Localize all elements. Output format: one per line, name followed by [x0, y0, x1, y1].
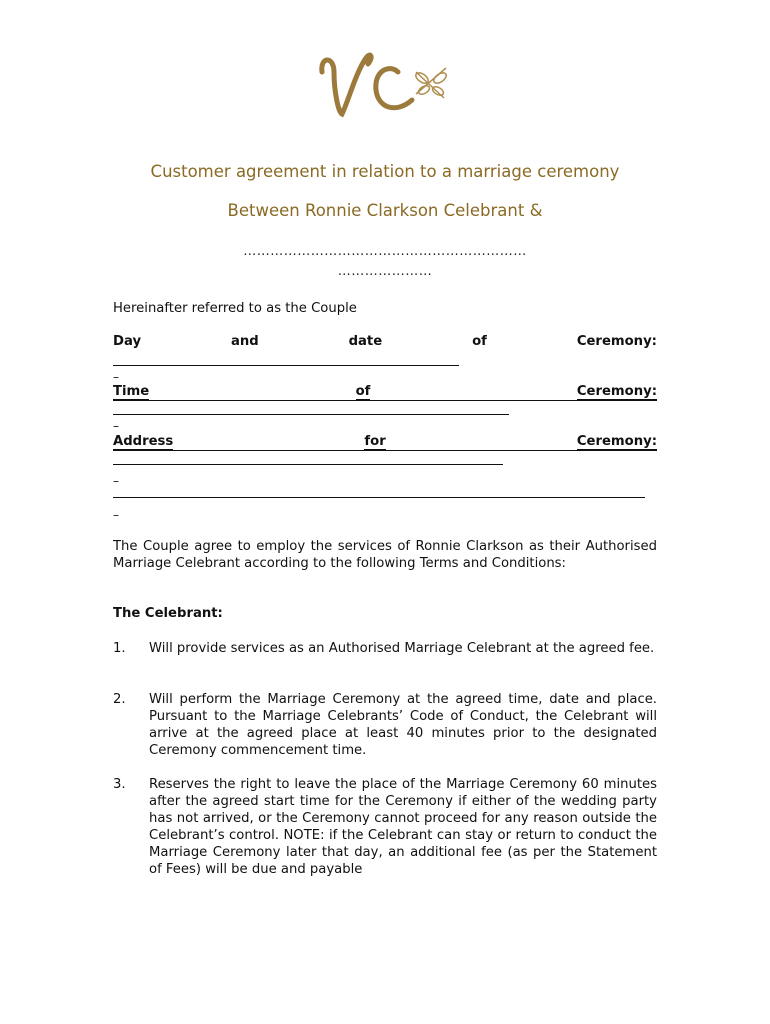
address-fill-line-1	[113, 464, 503, 465]
field-word: Day	[113, 334, 142, 349]
list-item-number: 1.	[113, 641, 126, 656]
document-subtitle: Between Ronnie Clarkson Celebrant &	[227, 201, 543, 220]
dash-mark: –	[113, 474, 119, 488]
field-address-label	[113, 434, 657, 451]
field-word: date	[348, 334, 383, 349]
referred-to-text: Hereinafter referred to as the Couple	[113, 301, 357, 316]
couple-name-blank-line-1: ………………………………………………………	[243, 244, 527, 259]
couple-name-blank-line-2: …………………	[337, 264, 433, 279]
time-fill-line	[113, 414, 509, 415]
field-word: Ceremony:	[576, 334, 657, 349]
dash-mark: –	[113, 508, 119, 522]
agreement-intro-paragraph: The Couple agree to employ the services of Ronnie Clarkson as their Authorised Marriage Celebrant according to the following Terms and Conditions:	[113, 539, 657, 571]
field-word: Address	[113, 434, 174, 449]
list-item-text: Reserves the right to leave the place of the Marriage Ceremony 60 minutes after the agreed start time for the Ceremony if either of the wedding party has not arrived, or the Ceremony cannot proceed for any reason outside the Celebrant’s control. NOTE: if the Celebrant can stay or return to conduct the Marriage Ceremony later that day, an additional fee (as per the Statement of Fees) will be due and payable	[149, 777, 657, 877]
dash-mark: –	[113, 419, 119, 433]
field-word: of	[355, 384, 371, 399]
field-time-label	[113, 384, 657, 401]
field-word: for	[364, 434, 386, 449]
list-item-text: Will perform the Marriage Ceremony at the agreed time, date and place. Pursuant to the Marriage Celebrants’ Code of Conduct, the Celebrant will arrive at the agreed place at least 40 minutes prior to the designated Ceremony commencement time.	[149, 692, 657, 758]
list-item-text: Will provide services as an Authorised Marriage Celebrant at the agreed fee.	[149, 641, 655, 656]
list-item-number: 3.	[113, 777, 126, 792]
field-word: Ceremony:	[576, 384, 657, 399]
day-date-fill-line	[113, 365, 459, 366]
field-word: and	[230, 334, 259, 349]
field-day-date-label	[113, 334, 657, 349]
vc-logo-icon	[312, 42, 458, 126]
dash-mark: –	[113, 370, 119, 384]
address-fill-line-2	[113, 497, 645, 498]
field-word: Time	[113, 384, 150, 399]
celebrant-heading: The Celebrant:	[113, 606, 223, 621]
list-item-number: 2.	[113, 692, 126, 707]
document-title: Customer agreement in relation to a marriage ceremony	[150, 162, 620, 181]
field-word: of	[472, 334, 487, 349]
field-word: Ceremony:	[576, 434, 657, 449]
